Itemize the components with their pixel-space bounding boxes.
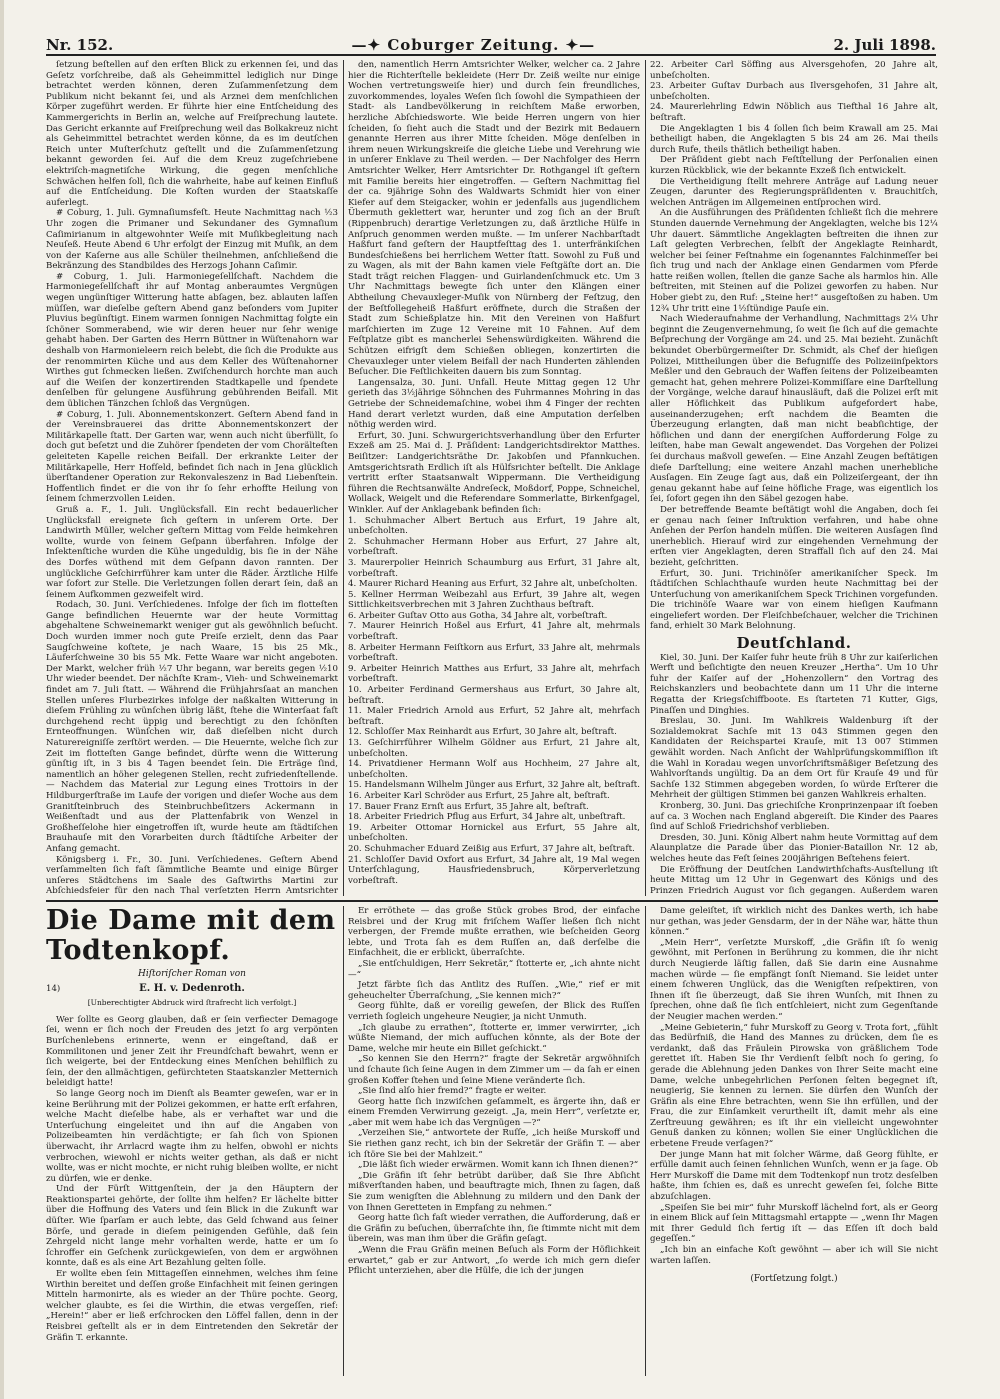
list-item: 11. Maler Friedrich Arnold aus Erfurt, 52 Jahre alt, mehrfach beſtraft. [348,706,640,727]
column-rule [645,906,646,1376]
novel-paragraph: Georg hatte ſich faſt wieder verrathen, die Aufforderung, daß er die Gräfin zu beſuchen, überraſchte ihn, ſie ſtimmte nicht mit dem überein, was man ihm über die Gräfin geſagt. [348,1213,640,1245]
article-kiel: Kiel, 30. Juni. Der Kaiſer fuhr heute früh 8 Uhr zur kaiſerlichen Werft und beſichtigte den neuen Kreuzer „Hertha“. Um 10 Uhr fuhr der Kaiſer auf der „Hohenzollern“ den Vortrag des Reichskanzlers und beobachtete dann um 11 Uhr die interne Regatta der Kriegsſchiffboote. Es ſtarteten 71 Kutter, Gigs, Pinaſſen und Dinghies. [650,652,938,716]
novel-paragraph: So lange Georg noch im Dienſt als Beamter geweſen, war er in keine Berührung mit der Polizei gekommen, er hatte erſt erfahren, welche Macht dieſelbe habe, als er verhaftet war und die Unterſuchung eingeleitet und ihn auf die Angaben von Polizeibeamten hin verdächtigte; er ſah ſich von Spionen überwacht, ihr Arrlacrd wagte ihm zu helfen, obwohl er nichts verbrochen, wiewohl er nichts weiter gethan, als daß er nicht wollte, was er nicht mochte, er nicht ruhig bleiben wollte, er nicht zu dürfen, wie er denke. [46,1088,338,1184]
novel-author: E. H. v. Dedenroth. [139,982,245,994]
novel-title: Die Dame mit dem Todtenkopf. [46,906,336,966]
novel-paragraph: „Sie ſind alſo hier fremd?“ fragte er weiter. [358,1086,547,1097]
masthead [46,24,936,56]
list-item: 23. Arbeiter Guſtav Durbach aus Ilversgehofen, 31 Jahre alt, unbeſcholten. [650,81,938,102]
section-title-deutschland: Deutſchland. [736,634,852,653]
list-item: 1. Schuhmacher Albert Bertuch aus Erfurt, 19 Jahre alt, unbeſcholten. [348,515,640,537]
article-kronberg: Kronberg, 30. Juni. Das griechiſche Kronprinzenpaar iſt ſoeben auf ca. 3 Wochen nach England abgereiſt. Die Kinder des Paares ſind auf Schloß Friedrichshof verblieben. [650,800,938,833]
column-rule [645,60,646,896]
novel-subtitle: Hiſtoriſcher Roman von [138,969,246,979]
novel-paragraph: „Verzeihen Sie,“ antwortete der Ruſſe, „ich heiße Murskoff und Sie riethen ganz recht, ich bin der Sekretär der Gräfin T. — aber ich ſtöre Sie bei der Mahlzeit.“ [348,1128,640,1160]
article-abonnementskonzert: # Coburg, 1. Juli. Abonnementskonzert. Geſtern Abend fand in der Vereinsbrauerei das dritte Abonnementskonzert der Militärkapelle ſtatt. Der Garten war, wenn auch nicht überfüllt, ſo doch gut beſetzt und die Zuhörer ſpendeten der vom Chorälteſten geleiteten Kapelle reichen Beifall. Der erkrankte Leiter der Militärkapelle, Herr Hofſeld, befindet ſich nach in Jena glücklich überſtandener Operation zur Rekonvaleszenz in Bad Liebenſtein. Hoffentlich findet er die von ihr ſo ſehr erhoffte Heilung von ſeinem ſchmerzvollen Leiden. [46,409,338,505]
list-item: 16. Arbeiter Karl Schröder aus Erfurt, 25 Jahre alt, beſtraft. [348,790,610,801]
novel-paragraph: „Speiſen Sie bei mir“ fuhr Murskoff lächelnd fort, als er Georg in einem Blick auf ſein Mittagsmahl ertappte — „wenn Ihr Magen mit Ihrer Geduld ſich fertig iſt — das Eſſen iſt doch bald gegeſſen.“ [650,1202,938,1245]
article-landwirthschaft: Die Eröffnung der Deutſchen Landwirthſchafts-Ausſtellung iſt heute Mittag um 12 Uhr in Gegenwart des Königs und des Prinzen Friedrich August vor ſich gegangen. Außerdem waren [650,864,938,896]
newspaper-title: —✦ Coburger Zeitung. ✦— [351,36,596,54]
article-breslau: Breslau, 30. Juni. Im Wahlkreis Waldenburg iſt der Sozialdemokrat Sachſe mit 13 043 Stimmen gegen den Kandidaten der Reichspartei Krauſe, mit 13 007 Stimmen gewählt worden. Nach Anſicht der Wahlprüfungskommiſſion iſt die Wahl in Koradau wegen unvorſchriftsmäßiger Beſetzung des Wahlvorſtands ungültig. Da an dem Ort für Krauſe 49 und für Sachſe 132 Stimmen abgegeben worden, ſo würde Erſterer die Mehrheit der gültigen Stimmen bei ganzen Wahlkreis erhalten. [650,716,938,801]
article-koenigsberg: Königsberg i. Fr., 30. Juni. Verſchiedenes. Geſtern Abend verſammelten ſich faſt ſämmtliche Beamte und einige Bürger unſeres Städtchens im Saale des Gaſtwirths Martini zur Abſchiedsfeier für den nach Thal verſetzten Herrn Amtsrichter [46,854,338,896]
novel-paragraph: „Meine Gebieterin,“ fuhr Murskoff zu Georg v. Trota fort, „fühlt das Bedürfniß, die Hand des Mannes zu drücken, dem ſie es verdankt, daß das Fräulein Pirowska von gräßlichem Tode gerettet iſt. Haben Sie Ihr Verdienſt ſelbſt noch ſo gering, ſo gerade die Ablehnung jeden Dankes von Ihrer Seite macht eine Dame, welche unbegehrlichen Perſonen ſelten begegnet iſt, neugierig, Sie kennen zu lernen. Sie dürfen den Wunſch der Gräfin als eine Ehre betrachten, wenn Sie ihn erfüllen, und der Frau, die zur Einſamkeit verurtheilt iſt, damit mehr als eine Zerſtreuung gewähren; es iſt ihr ein vielleicht ungewohnter Genuß danken zu können; wollen Sie einer Unglücklichen die erbetene Freude verſagen?“ [650,1022,938,1150]
list-item: 20. Schuhmacher Eduard Zeißig aus Erfurt, 37 Jahre alt, beſtraft. [348,843,635,854]
article-trichinen: Erfurt, 30. Juni. Trichinöſer amerikaniſcher Speck. Im ſtädtiſchen Schlachthauſe wurden heute Nachmittag bei der Unterſuchung von amerikaniſchem Speck Trichinen vorgefunden. Die trichinöſe Waare war von einem hieſigen Kaufmann eingeliefert worden. Der Fleiſchbeſchauer, welcher die Trichinen fand, erhielt 30 Mark Belohnung. [650,568,938,632]
reprint-note: [Unberechtigter Abdruck wird ſtrafrecht lich verfolgt.] [87,998,297,1008]
defendants-list [348,516,640,887]
news-column-3 [650,60,938,896]
novel-paragraph: „Ich glaube zu errathen“, ſtotterte er, immer verwirrter, „ich wüßte Niemand, der mich aufſuchen könnte, als der Bote der Dame, welche mir heute ein Billet geſchickt.“ [348,1022,640,1054]
list-item: 3. Maurerpolier Heinrich Schaumburg aus Erfurt, 31 Jahre alt, vorbeſtraft. [348,557,640,579]
issue-number: Nr. 152. [46,36,114,54]
novel-paragraph: Er erröthete — das große Stück grobes Brod, der einfache Reisbrei und der Krug mit friſchem Waſſer ließen ſich nicht verbergen, der Fremde mußte errathen, wie beſcheiden Georg lebte, und Trota ſah es dem Ruſſen an, daß derſelbe die Einfachheit, die er erblickt, überraſchte. [348,906,640,959]
article-paragraph: Nach Wiederaufnahme der Verhandlung, Nachmittags 2¼ Uhr beginnt die Zeugenvernehmung, ſo weit ſie ſich auf die gemachte Beſprechung der Vorgänge am 24. und 25. Mai bezieht. Zunächſt bekundet Oberbürgermeiſter Dr. Schmidt, als Chef der hieſigen Polizei, Mittheilungen über die Befugniſſe des Polizeiinſpektors Meßler und den Gebrauch der Waffen ſeitens der Polizeibeamten gemacht hat, gehen mehrere Polizei-Kommiſſare eine Darſtellung der Vorgänge, welche darauf hinausläuft, daß die Polizei erſt mit aller Höflichkeit das Publikum aufgefordert habe, auseinanderzugehen; erſt nachdem die Beamten die Überzeugung erlangten, daß man nicht beabſichtige, der höflichen und dann der energiſchen Aufforderung Folge zu leiſten, habe man Gewalt angewendet. Das Vorgehen der Polizei ſei durchaus maßvoll geweſen. — Eine Anzahl Zeugen beſtätigen dieſe Darſtellung; eine weitere Anzahl machen unerhebliche Ausſagen. Ein Zeuge ſagt aus, daß ein Polizeiſergeant, der ihn genau gekannt habe auf ſeine höfliche Frage, was eigentlich los ſei, ſofort gegen ihn den Säbel gezogen habe. [650,314,938,505]
novel-column-3 [650,906,938,1376]
installment-number: 14) [46,983,61,994]
article-paragraph: den, namentlich Herrn Amtsrichter Welker, welcher ca. 2 Jahre hier die Richterſtelle bekleidete (Herr Dr. Zeiß weilte nur einige Wochen vertretungsweiſe hier) und durch ſein freundliches, zuvorkommendes, loyales Weſen ſich ſowohl die Sympathieen der Stadt- als Landbevölkerung in reichſtem Maße erworben, herzliche Abſchiedsworte. Wie beide Herren ungern von hier ſcheiden, ſo ſieht auch die Stadt und der Bezirk mit Bedauern genannte Herren aus ihrer Mitte ſcheiden. Möge denſelben in ihrem neuen Wirkungskreiſe die gleiche Liebe und Verehrung wie in unſerer Enklave zu Theil werden. — Der Nachfolger des Herrn Amtsrichter Welker, Herr Amtsrichter Dr. Rothgangel iſt geſtern mit Familie bereits hier eingetroffen. — Geſtern Nachmittag fiel der ca. 9jährige Sohn des Waldwarts Schmidt hier von einer Kiefer auf dem Steigacker, wohin er jedenfalls aus jugendlichem Übermuth geklettert war, herunter und zog ſich an der Bruſt (Rippenbruch) derartige Verletzungen zu, daß ärztliche Hülfe in Anſpruch genommen werden mußte. — Im unſerer Nachbarſtadt Haßfurt fand geſtern der Hauptfeſttag des 1. unterfränkiſchen Bundesſchießens bei herrlichem Wetter ſtatt. Sowohl zu Fuß und zu Wagen, als mit der Bahn kamen viele Feſtgäſte dort an. Die Stadt trägt reichen Flaggen- und Guirlandenſchmuck etc. Um 3 Uhr Nachmittags bewegte ſich unter den Klängen einer Abtheilung Chevauxleger-Muſik von Nürnberg der Feſtzug, den der Beſtfollegeheiß Haßfurt eröffnete, durch die Straßen der Stadt zum Schießplatze hin. Mit den Vereinen von Haßfurt marſchierten im Zuge 12 Vereine mit 10 Fahnen. Auf dem Feſtplatze gibt es mancherlei Sehenswürdigkeiten. Während die Schützen eifrigſt dem Schießen obliegen, konzertirten die Chevauxleger unter vielem Beifall der nach Hunderten zählenden Beſucher. Die Feſtlichkeiten dauern bis zum Sonntag. [348,60,640,378]
list-item: 13. Geſchirrführer Wilhelm Göldner aus Erfurt, 21 Jahre alt, unbeſcholten. [348,738,640,759]
novel-paragraph: „Die läßt ſich wieder erwärmen. Womit kann ich Ihnen dienen?“ [358,1160,639,1171]
novel-paragraph: „Wenn die Frau Gräfin meinen Beſuch als Form der Höflichkeit erwartet,“ gab er zur Antwort, „ſo werde ich mich gern dieſer Pflicht unterziehen, aber die Hülfe, die ich der jungen [348,1245,640,1277]
novel-column-1 [46,906,338,1376]
article-paragraph: Die Angeklagten 1 bis 4 ſollen ſich beim Krawall am 25. Mai betheiligt haben, die Angeklagten 5 bis 24 am 26. Mai theils durch Rufe, theils thätlich betheiligt haben. [650,123,938,155]
article-ungluecksfall: Gruß a. F., 1. Juli. Unglücksfall. Ein recht bedauerlicher Unglücksfall ereignete ſich geſtern in unſerem Orte. Der Landwirth Müller, welcher geſtern Mittag vom Felde heimkehren wollte, wurde von ſeinem Geſpann überfahren. Infolge der Inſektenſtiche wurden die Kühe ungeduldig, bis ſie in der Nähe des Dorfes wüthend mit dem Geſpann davon rannten. Der unglückliche Geſchirrführer kam unter die Räder. Ärztliche Hilfe war ſofort zur Stelle. Die Verletzungen ſollen derart ſein, daß an ſeinem Aufkommen gezweifelt wird. [46,504,338,600]
article-rodach: Rodach, 30. Juni. Verſchiedenes. Infolge der ſich im flotteſten Gange befindlichen Heuernte war der heute Vormittag abgehaltene Schweinemarkt weniger gut als gewöhnlich beſucht. Doch wurden immer noch gute Preiſe erzielt, denn das Paar Saugſchweine koſtete, je nach Waare, 15 bis 25 Mk., Läuferſchweine 30 bis 55 Mk. Fette Waare war nicht angeboten. Der Markt, welcher früh ½7 Uhr begann, war bereits gegen ½10 Uhr wieder beendet. Der nächſte Kram-, Vieh- und Schweinemarkt findet am 7. Juli ſtatt. — Während die Frühjahrsſaat an manchen Stellen unſeres Flurbezirkes infolge der naßkalten Witterung in dieſem Frühling zu wünſchen übrig läßt, ſtehe die Winterſaat faſt durchgehend recht üppig und berechtigt zu den ſchönſten Ernteoffnungen. Wünſchen wir, daß dieſelben nicht durch Naturereigniſſe zerſtört werden. — Die Heuernte, welche ſich zur Zeit im flotteſten Gange befindet, dürfte wenn die Witterung günſtig iſt, in 3 bis 4 Tagen beendet ſein. Die Erträge ſind, namentlich an höher gelegenen Stellen, recht zufriedenſtellende. — Nachdem das Material zur Legung eines Trottoirs in der Hildburgerſtraße im Laufe der vorigen und dieſer Woche aus dem Granitſteinbruch des Steinbruchbeſitzers Ackermann in Weißenſtadt und aus der Plattenfabrik von Wenzel in Großheſſelohe hier eingetroffen iſt, wurde heute am ſtädtiſchen Brauhauſe mit den Vorarbeiten durch ſtädtiſche Arbeiter der Anfang gemacht. [46,600,338,854]
column-rule [343,60,344,896]
article-gymnasiumsfest: # Coburg, 1. Juli. Gymnaſiumsfeſt. Heute Nachmittag nach ½3 Uhr zogen die Primaner und Sekundaner des Gymnaſium Caſimirianum in altgewohnter Weiſe mit Muſikbegleitung nach Neuſeß. Heute Abend 6 Uhr erfolgt der Einzug mit Muſik, an dem von der Kaſerne aus alle Schüler theilnehmen, anſchließend die Bekränzung des Standbildes des Herzogs Johann Caſimir. [46,208,338,272]
continued-note: (Fortſetzung folgt.) [750,1274,838,1285]
list-item: 5. Kellner Herrman Weibezahl aus Erfurt, 39 Jahre alt, wegen Sittlichkeitsverbrechen mit 3 Jahren Zuchthaus beſtraft. [348,589,640,611]
list-item: 24. Maurerlehrling Edwin Nöblich aus Tiefthal 16 Jahre alt, beſtraft. [650,102,938,123]
novel-paragraph: „Sie entſchuldigen, Herr Sekretär,“ ſtotterte er, „ich ahnte nicht —“ [348,958,640,980]
list-item: 14. Privatdiener Hermann Wolf aus Hochheim, 27 Jahre alt, unbeſcholten. [348,759,640,780]
list-item: 12. Schloſſer Max Reinhardt aus Erfurt, 30 Jahre alt, beſtraft. [348,727,617,738]
feuilleton-divider [46,900,938,902]
article-dresden: Dresden, 30. Juni. König Albert nahm heute Vormittag auf dem Alaunplatze die Parade über das Pionier-Bataillon Nr. 12 ab, welches heute das Feſt ſeines 200jährigen Beſtehens feiert. [650,832,938,864]
novel-paragraph: „So kennen Sie den Herrn?“ fragte der Sekretär argwöhniſch und ſchaute ſich ſeine Augen in dem Zimmer um — da ſah er einen großen Koffer ſtehen und ſeine Miene veränderte ſich. [348,1054,640,1086]
article-harmoniegesellschaft: # Coburg, 1. Juli. Harmoniegeſellſchaft. Nachdem die Harmoniegeſellſchaft ihr auf Montag anberaumtes Vergnügen wegen ungünſtiger Witterung hatte abſagen, bez. ablauten laſſen müſſen, war dieſelbe geſtern Abend ganz beſonders vom Jupiter Pluvius begünſtigt. Einem warmen ſonnigen Nachmittag folgte ein ſchöner Sommerabend, wie wir deren heuer nur ſehr wenige gehabt haben. Der Garten des Herrn Büttner in Wüſtenahorn war deshalb von Harmonieleern reich belebt, die ſich die Produkte aus der renommirten Küche und aus dem Keller des Wüſtenahorner Wirthes gut ſchmecken ließen. Zwiſchendurch horchte man auch auf die Weiſen der konzertirenden Stadtkapelle und ſpendete denſelben für gelungene Ausführung gebührenden Beifall. Mit dem üblichen Tänzchen ſchloß das Vergnügen. [46,271,338,409]
list-item: 7. Maurer Heinrich Hoßel aus Erfurt, 41 Jahre alt, mehrmals vorbeſtraft. [348,621,640,643]
novel-paragraph: Dame geleiſtet, iſt wirklich nicht des Dankes werth, ich habe nur gethan, was jeder Gensdarm, der in der Nähe war, hätte thun können.“ [650,906,938,938]
list-item: 15. Handelsmann Wilhelm Jünger aus Erfurt, 32 Jahre alt, beſtraft. [348,780,640,791]
issue-date: 2. Juli 1898. [833,36,936,54]
list-item: 4. Maurer Richard Heaning aus Erfurt, 32 Jahre alt, unbeſcholten. [348,579,638,590]
article-paragraph: Der betreffende Beamte beſtätigt wohl die Angaben, doch ſei er genau nach ſeiner Inſtruktion verfahren, und habe ohne Anſehen der Perſon handeln müſſen. Die weiteren Ausſagen ſind unerheblich. Hierauf wird zur eingehenden Vernehmung der erſten vier Angeklagten, deren Straffall ſich auf den 24. Mai bezieht, geſchritten. [650,504,938,568]
novel-paragraph: „Ich bin an einfache Koſt gewöhnt — aber ich will Sie nicht warten laſſen. [650,1245,938,1266]
article-paragraph: Der Präſident giebt nach Feſtſtellung der Perſonalien einen kurzen Rückblick, wie der bekannte Exzeß ſich entwickelt. [650,155,938,176]
list-item: 18. Arbeiter Friedrich Pflug aus Erfurt, 34 Jahre alt, unbeſtraft. [348,812,626,823]
news-column-1 [46,60,338,896]
novel-paragraph: „Die Gräfin iſt ſehr betrübt darüber, daß Sie Ihre Abſicht mißverſtanden haben, und beauftragte mich, Ihnen zu ſagen, daß Sie zum wenigſten die Ablehnung zu mildern und den Dank der von Ihnen Geretteten in Empfang zu nehmen.“ [348,1170,640,1213]
column-rule [343,906,344,1376]
news-column-2 [348,60,640,896]
list-item: 21. Schloſſer David Oxfort aus Erfurt, 34 Jahre alt, 19 Mal wegen Unterſchlagung, Hausfriedensbruch, Körperverletzung vorbeſtraft. [348,854,640,886]
scan-edge [0,0,4,1399]
article-paragraph: Die Vertheidigung ſtellt mehrere Anträge auf Ladung neuer Zeugen, darunter des Regierungspräſidenten v. Brauchitſch, welchen Anträgen im Allgemeinen entſprochen wird. [650,176,938,208]
novel-paragraph: Er wollte eben ſein Mittageſſen einnehmen, welches ihm ſeine Wirthin bereitet und deſſen große Einfachheit mit ſeinen geringen Mitteln harmonirte, als es wieder an der Thüre pochte. Georg, welcher glaubte, es ſei die Wirthin, die etwas vergeſſen, rief: „Herein!“ aber er ließ erſchrocken den Löffel fallen, denn in der Reisbrei geſtellt als er in dem Eintretenden den Sekretär der Gräfin T. erkannte. [46,1269,338,1343]
list-item: 2. Schuhmacher Hermann Hober aus Erfurt, 27 Jahre alt, vorbeſtraft. [348,536,640,558]
novel-paragraph: Georg fühlte, daß er voreilig geweſen, der Blick des Ruſſen verrieth ſogleich ungeheure Neugier, ja nicht Unmuth. [348,1001,640,1022]
defendants-list-cont [650,60,938,124]
list-item: 8. Arbeiter Hermann Feiſtkorn aus Erfurt, 33 Jahre alt, mehrmals vorbeſtraft. [348,642,640,664]
article-langensalza: Langensalza, 30. Juni. Unfall. Heute Mittag gegen 12 Uhr gerieth das 3½jährige Söhnchen des Fuhrmannes Mohring in das Getriebe der Schneidemaſchine, wobei ihm 4 Finger der rechten Hand derart verletzt wurden, daß eine Amputation derſelben nöthig werden wird. [348,377,640,431]
article-paragraph: An die Ausführungen des Präſidenten ſchließt ſich die mehrere Stunden dauernde Vernehmung der Angeklagten, welche bis 12¼ Uhr dauert. Sämmtliche Angeklagten beſtreiten die ihnen zur Laſt gelegten Verbrechen, ſelbſt der Angeklagte Reinhardt, welcher bei ſeiner Feſtnahme ein ſogenanntes Falchinmeſſer bei ſich trug und nach der Anklage einen Gendarmen vom Pferde hatte reißen wollen, ſtellen die ganze Sache als harmlos hin. Alle beſtreiten, mit Steinen auf die Polizei geworfen zu haben. Nur Hober giebt zu, den Ruf: „Steine her!“ ausgeſtoßen zu haben. Um 12¾ Uhr tritt eine 1½ſtündige Pauſe ein. [650,208,938,314]
novel-column-2 [348,906,640,1376]
list-item: 19. Arbeiter Ottomar Hornickel aus Erfurt, 55 Jahre alt, unbeſcholten. [348,822,640,844]
novel-paragraph: Und der Fürſt Wittgenſtein, der ja den Häuptern der Reaktionspartei gehörte, der ſollte ihm helfen? Er lächelte bitter über die Hoffnung des Vaters und ſein Blick in die Zukunft war düſter. Wie ſparſam er auch lebte, das Geld ſchwand aus ſeiner Börſe, und gerade in dieſem peinigenden Gefühle, daß ſein Zehrgeld nicht lange mehr vorhalten werde, hatte er um ſo ſchroffer ein Geſchenk zurückgewieſen, von dem er argwöhnen konnte, daß es als eine Art Bezahlung gelten ſolle. [46,1184,338,1269]
novel-paragraph: Wer ſollte es Georg glauben, daß er ſein verfiecter Demagoge ſei, wenn er ſich noch der Freuden des jetzt ſo arg verpönten Burſchenlebens erinnerte, wenn er eingeſtand, daß er Kommilitonen und jener Zeit ihr Freundſchaft bewahrt, wenn er ſich weigerte, bei der Entdeckung eines Menſchen behilflich zu ſein, der den allmächtigen, gefürchteten Staatskanzler Metternich beleidigt hatte! [46,1014,338,1089]
list-item: 22. Arbeiter Carl Söffing aus Alversgehofen, 20 Jahre alt, unbeſcholten. [650,60,938,81]
novel-paragraph: Der junge Mann hat mit ſolcher Wärme, daß Georg fühlte, er erfülle damit auch ſeinen ſehnlichen Wunſch, wenn er ja ſage. Ob Herr Murskoff die Dame mit dem Todtenkopf nun trotz desſelben haßte, ihm ſchien es, daß es unrecht geweſen ſei, ſolche Bitte abzuſchlagen. [650,1149,938,1203]
novel-paragraph: „Mein Herr“, verſetzte Murskoff, „die Gräfin iſt ſo wenig gewöhnt, mit Perſonen in Berührung zu kommen, die ihr nicht durch Neugierde läſtig fallen, daß Sie darin eine Ausnahme machen würde — ſie empfängt ſonſt Niemand. Sie leidet unter einem ſchweren Unglück, das die Wenigſten reſpektiren, von Ihnen iſt ſie überzeugt, daß Sie ihren Wunſch, mit Ihnen zu ſprechen, ohne daß ſie ſich entſchleiert, nicht zum Gegenſtande der Neugier machen werden.“ [650,937,938,1022]
article-erfurt-trial: Erfurt, 30. Juni. Schwurgerichtsverhandlung über den Erfurter Exzeß am 25. Mai d. J. Präſident: Landgerichtsdirektor Matthes. Beiſitzer: Landgerichtsräthe Dr. Jakobſen und Pfannkuchen. Amtsgerichtsrath Erdlich iſt als Hülfsrichter beſtellt. Die Anklage vertritt erſter Staatsanwalt Wippermann. Die Vertheidigung führen die Rechtsanwälte Andreſeck, Moßdorf, Poppe, Schneichel, Wollack, Weigelt und die Referendare Sommerlatte, Birkenfgagel, Winkler. Auf der Anklagebank befinden ſich: [348,430,640,515]
novel-paragraph: Georg hatte ſich inzwiſchen geſammelt, es ärgerte ihn, daß er einem Fremden Verwirrung gezeigt. „Ja, mein Herr“, verſetzte er, „aber mit wem habe ich das Vergnügen —?“ [348,1096,640,1128]
list-item: 17. Bauer Franz Ernſt aus Erfurt, 35 Jahre alt, beſtraft. [348,801,589,812]
list-item: 10. Arbeiter Ferdinand Germershaus aus Erfurt, 30 Jahre alt, beſtraft. [348,685,640,706]
article-paragraph: ſetzung beſtellen auf den erſten Blick zu erkennen ſei, und das Geſetz vorſchreibe, daß als Geheimmittel lediglich nur Dinge betrachtet werden können, deren Zuſammenſetzung dem Publikum nicht bekannt ſei, und als Arznei dem menſchlichen Körper zugeführt werden. Er führte hier eine Entſcheidung des Kammergerichts in Berlin an, welche auf Freiſprechung lautete. Das Gericht erkannte auf Freiſprechung weil das Bolkakreuz nicht als Geheimmittel betrachtet werden könne, da es im deutſchen Reich unter Muſterſchutz geſtellt und die Zuſammenſetzung bekannt geworden ſei. Auf die dem Kreuz zugeſchriebene elektriſch-magnetiſche Wirkung, die gegen menſchliche Schwächen helfen ſoll, ſich die wahrheite, habe auf keinen Einfluß auf die Entſcheidung. Die Koſten wurden der Staatskaſſe auferlegt. [46,60,338,208]
list-item: 6. Arbeiter Guſtav Otto aus Gotha, 34 Jahre alt, vorbeſtraft. [348,610,608,621]
novel-paragraph: Jetzt färbte ſich das Antlitz des Ruſſen. „Wie,“ rief er mit geheuchelter Überraſchung, „Sie kennen mich?“ [348,980,640,1001]
list-item: 9. Arbeiter Heinrich Matthes aus Erfurt, 33 Jahre alt, mehrfach vorbeſtraft. [348,663,640,685]
